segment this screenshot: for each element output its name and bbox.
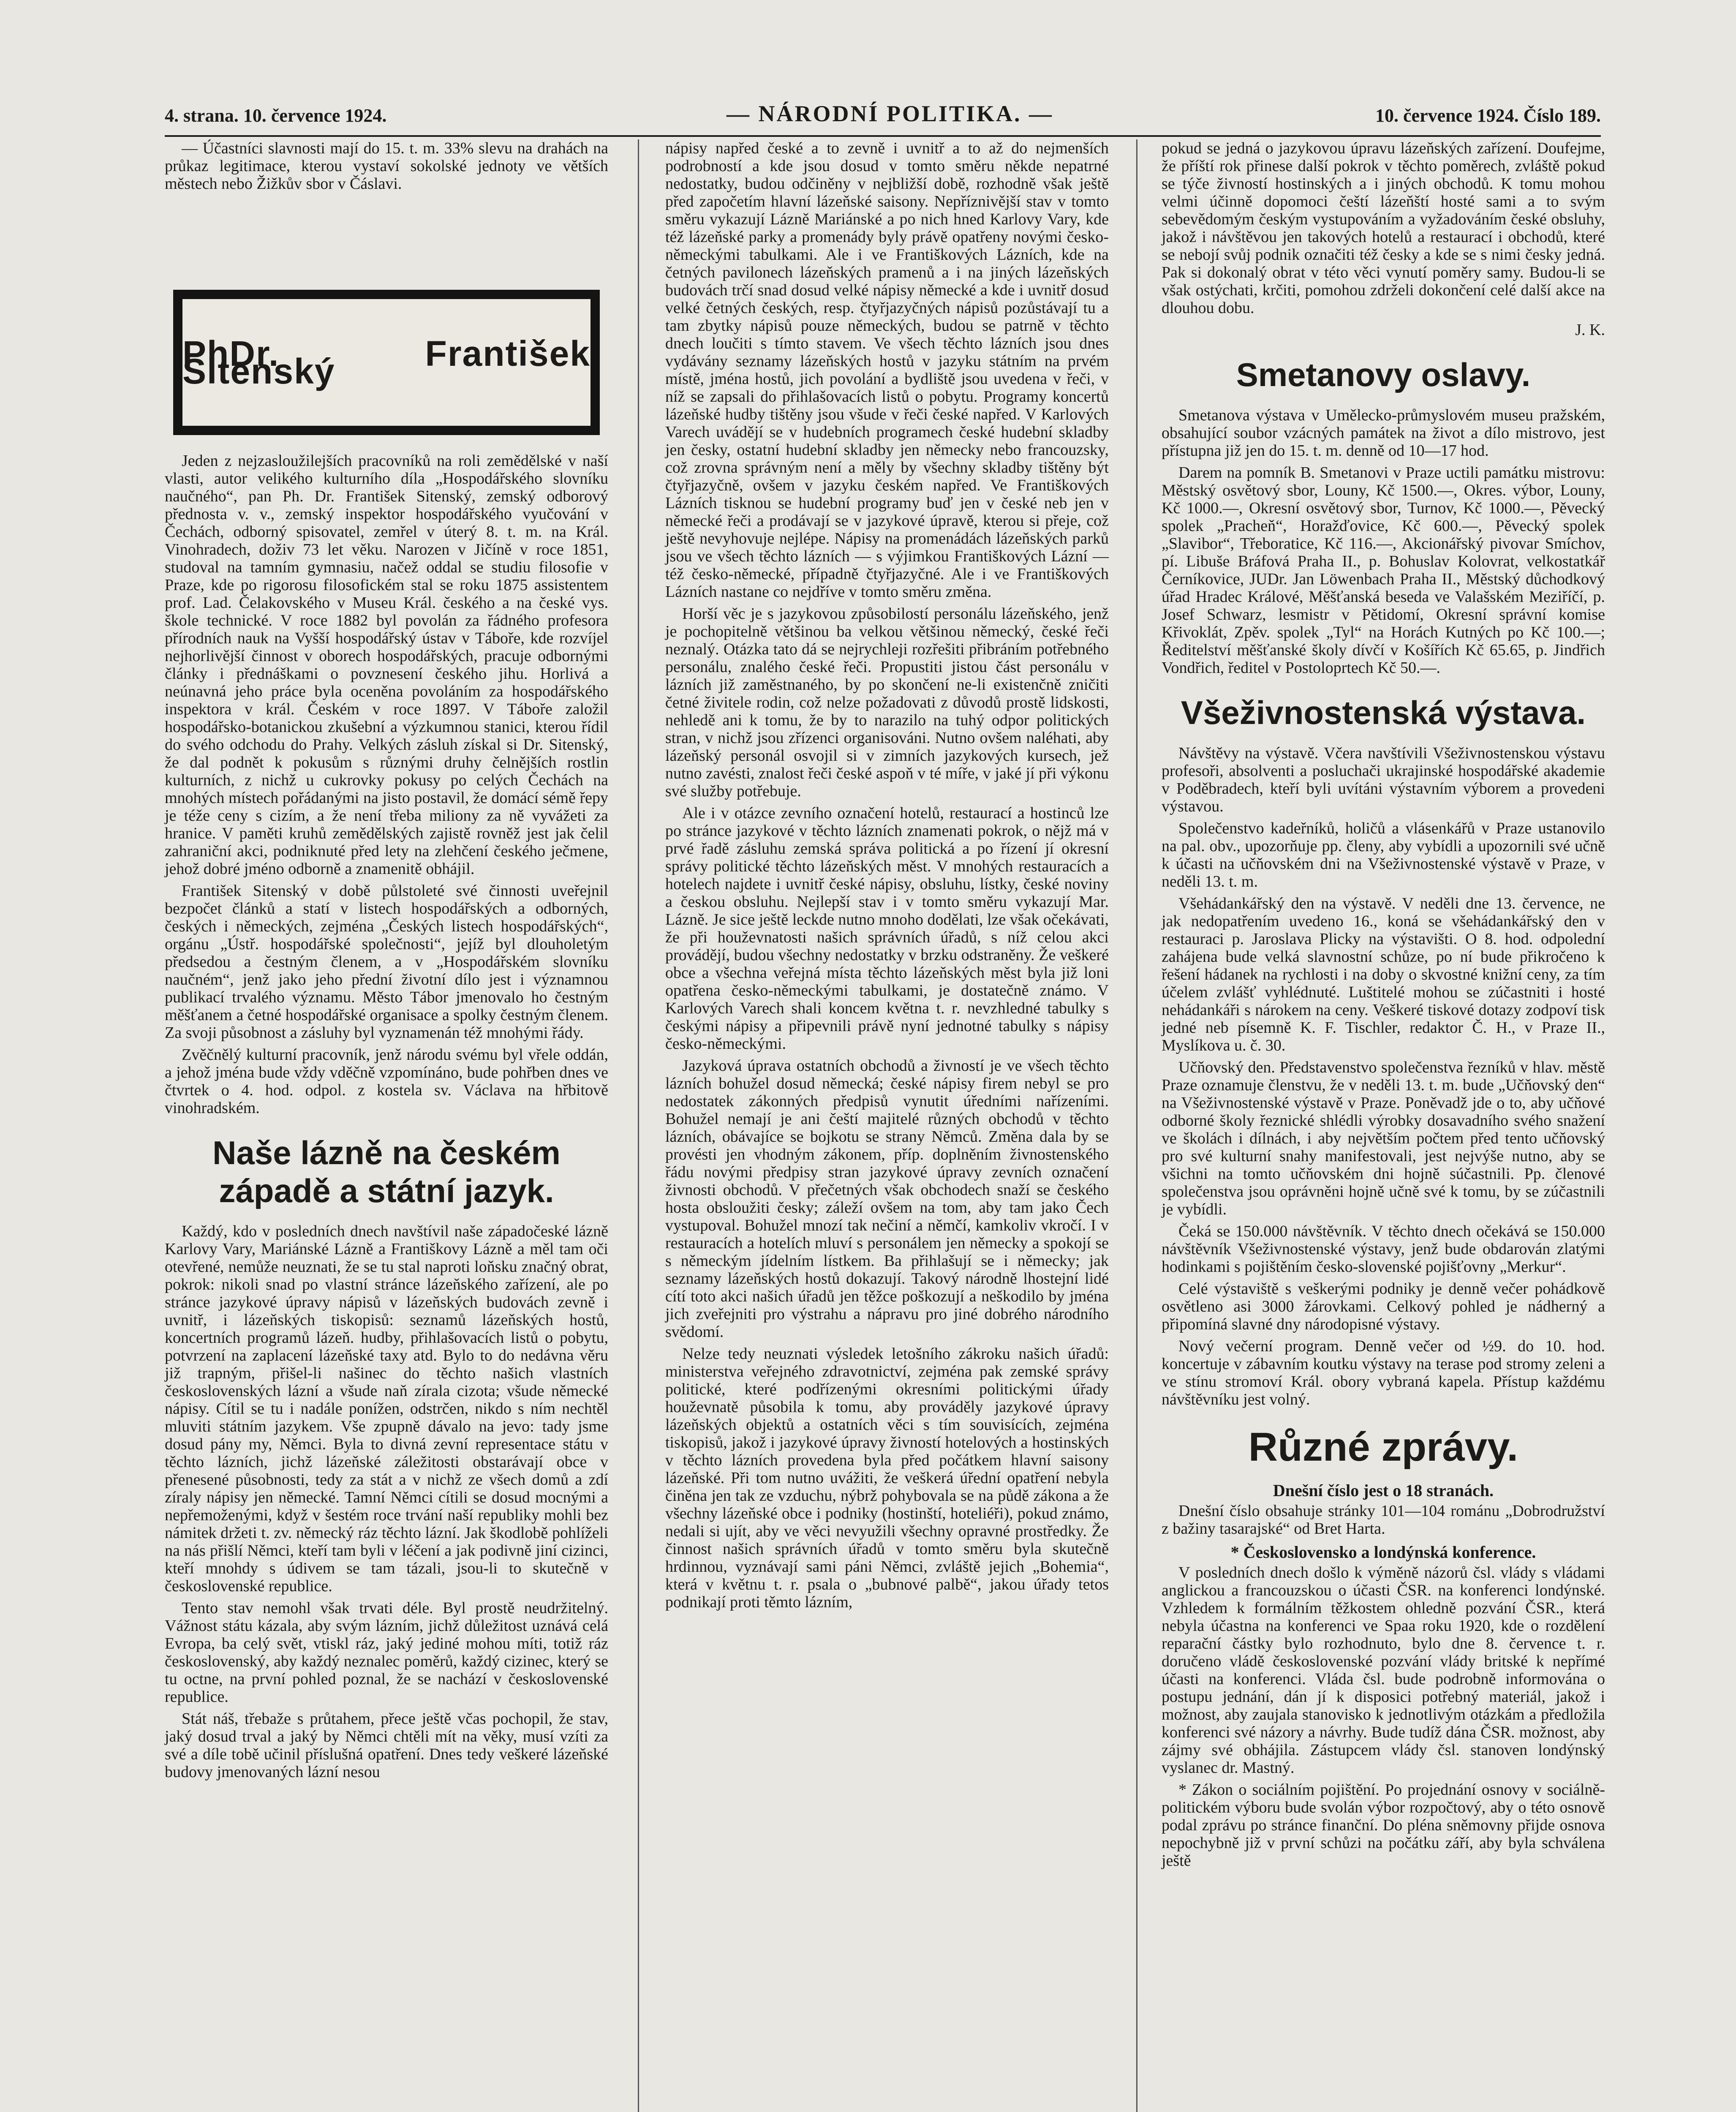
column-separator <box>638 139 639 2112</box>
page-header <box>165 96 1601 130</box>
section-headline: Všeživnostenská výstava. <box>1181 694 1586 731</box>
article-paragraph: Horší věc je s jazykovou způsobilostí personálu lázeňského, jenž je pochopitelně většinou ba velkou většinou německý, české řeči neznalý. Otázka tato dá se nejrychleji rozřešiti přibráním potřebného personálu, znalého české řeči. Propustiti jistou část personálu v lázních již zaměstnaného, by po skončení ne-li existenčně zničiti četné živitele rodin, což nelze požadovati z důvodů prostě lidskosti, nehledě ani k tomu, že by to narazilo na tuhý odpor politických stran, v nichž jsou zřízenci organisováni. Nutno ovšem naléhati, aby lázeňský personál osvojil si v zimních jazykových kursech, jež nutno zavésti, znalost řeči české aspoň v té míře, v jaké jí při výkonu své služby potřebuje. <box>665 605 1109 800</box>
obituary-name: PhDr. František Sitenský <box>182 334 590 391</box>
news-item: Čeká se 150.000 návštěvník. V těchto dnech očekává se 150.000 návštěvník Všeživnostenské výstavy, jenž bude obdarován zlatými hodinkami s pojištěním česko-slovenské pojišťovny „Merkur“. <box>1162 1222 1605 1276</box>
header-rule <box>165 135 1601 137</box>
notice-paragraph: — Účastníci slavnosti mají do 15. t. m. 33% slevu na drahách na průkaz legitimace, kterou vystaví sokolské jednoty ve větších městech nebo Žižkův sbor v Čáslavi. <box>165 139 608 193</box>
article-paragraph: Tento stav nemohl však trvati déle. Byl prostě neudržitelný. Vážnost státu kázala, aby svým lázním, jichž důležitost uznává celá Evropa, ba celý svět, vtiskl ráz, jaký jediné mohou míti, totiž ráz československý, aby každý neznalec poměrů, každý cizinec, který se tu octne, na první pohled poznal, že se nachází v československé republice. <box>165 1599 608 1706</box>
article-paragraph: Nelze tedy neuznati výsledek letošního zákroku našich úřadů: ministerstva veřejného zdravotnictví, zejména pak zemské správy politické, které podřízenými okresními politickými úřady houževnatě působila k tomu, aby prováděly jazykové úpravy lázeňských objektů a ostatních věci s tím souvisících, zejména tiskopisů, jakož i jazykové úpravy živností hotelových a hostinských v těchto lázních provedena byla před počátkem hlavní saisony lázeňské. Při tom nutno uvážiti, že veškerá úřední opatření nebyla činěna jen tak ze vzduchu, nýbrž pohybovala se na půdě zákona a že všechny lázeňské obce i podniky (hostinští, hoteliéři), pokud známo, nedali si ujít, aby ve věci nevyužili všechny opravné prostředky. Že činnost našich správních úřadů v tomto směru byla skutečně hrdinnou, vyznávají sami páni Němci, zvláště jejich „Bohemia“, která v květnu t. r. psala o „bubnové palbě“, jakou úřady tetos podnikají proti těmto lázním, <box>665 1345 1109 1611</box>
news-item: Učňovský den. Představenstvo společenstva řezníků v hlav. městě Praze oznamuje členstvu, že v neděli 13. t. m. bude „Učňovský den“ na Všeživnostenské výstavě v Praze. Poněvadž jde o to, aby učňové odborné školy řeznické shlédli výrobky dosavadního svého snažení ve školách i dílnách, i aby největším počtem před tento učňovský pro své kulturní snahy manifestovali, jest nejvýše nutno, aby se všichni na tomto učňovském dni hojně súčastnili. Pp. členové společenstva jsou oprávněni hojně učně své k tomu, by se zúčastnili je vybídli. <box>1162 1059 1605 1218</box>
article-paragraph: Stát náš, třebaže s průtahem, přece ještě včas pochopil, že stav, jaký dosud trval a jaký by Němci chtěli mít na věky, musí vzíti za své a díle tobě učinil příslušná opatření. Dnes tedy veškeré lázeňské budovy jmenovaných lázní nesou <box>165 1710 608 1781</box>
article-paragraph: Ale i v otázce zevního označení hotelů, restaurací a hostinců lze po stránce jazykové v těchto lázních znamenati pokrok, o nějž má v prvé řadě zásluhu zemská správa politická a po řízení jí okresní správy politické těchto lázeňských měst. V mnohých restauracích a hotelech najdete i uvnitř české nápisy, obsluhu, lístky, české noviny a českou obsluhu. Nejlepší stav i v tomto směru vykazují Mar. Lázně. Je sice ještě leckde nutno mnoho dodělati, lze však očekávati, že při houževnatosti našich správních úřadů, s níž celou akci provádějí, budou všechny nedostatky v brzku odstraněny. Že veškeré obce a všechna veřejná místa těchto lázeňských měst byla již loni opatřena česko-německými tabulkami, je dostatečně známo. V Karlových Varech shali koncem května t. r. nevzhledné tabulky s českými nápisy a připevnili právě nyní jednotné tabulky s nápisy česko-německými. <box>665 804 1109 1053</box>
news-item: Smetanova výstava v Umělecko-průmyslovém museu pražském, obsahující soubor vzácných památek na život a dílo mistrovo, jest přístupna již jen do 15. t. m. denně od 10—17 hod. <box>1162 406 1605 460</box>
news-item-title: * Československo a londýnská konference. <box>1230 1543 1536 1562</box>
header-left: 4. strana. 10. července 1924. <box>165 105 387 126</box>
masthead: — NÁRODNÍ POLITIKA. — <box>727 101 1054 126</box>
article-paragraph: pokud se jedná o jazykovou úpravu lázeňských zařízení. Doufejme, že příští rok přinese další pokrok v těchto poměrech, zvláště pokud se týče živností hostinských a i jiných obchodů. K tomu mohou velmi účinně dopomoci čeští lázeňští hosté sami a to svým sebevědomým českým vystupováním a vyžadováním české obsluhy, jakož i návštěvou jen takových hotelů a restaurací i obchodů, které se nebojí svůj podnik označiti též česky a kde se s nimi česky jedná. Pak si dokonalý obrat v této věci vynutí poměry samy. Budou-li se však ostýchati, krčiti, pomohou zdrželi dokončení celé další akce na dlouhou dobu. <box>1162 139 1605 317</box>
obituary-frame <box>173 290 600 435</box>
article-headline: Naše lázně na českém západě a státní jazyk. <box>212 1134 561 1209</box>
author-signature: J. K. <box>1575 321 1605 339</box>
column-1 <box>165 139 608 1785</box>
section-headline: Smetanovy oslavy. <box>1236 356 1531 393</box>
news-item: * Zákon o sociálním pojištění. Po projednání osnovy v sociálně-politickém výboru bude svolán výbor rozpočtový, aby o této osnově podal zprávu po stránce finanční. Do pléna sněmovny přijde osnova nepochybně již v první schůzi na počátku září, aby byla schválena ještě <box>1162 1781 1605 1870</box>
news-item: Celé výstaviště s veškerými podniky je denně večer pohádkově osvětleno asi 3000 žárovkami. Celkový pohled je nádherný a připomíná slavné dny národopisné výstavy. <box>1162 1280 1605 1333</box>
section-subhead: Dnešní číslo jest o 18 stranách. <box>1273 1481 1494 1500</box>
obituary-paragraph: Zvěčnělý kulturní pracovník, jenž národu svému byl vřele oddán, a jehož jména bude vždy vděčně vzpomínáno, bude pohřben dnes ve čtvrtek o 4. hod. odpol. z kostela sv. Václava na hřbitově vinohradském. <box>165 1046 608 1117</box>
news-item: Všehádankářský den na výstavě. V neděli dne 13. července, ne jak nedopatřením uvedeno 16., koná se všehádankářský den v restauraci p. Jaroslava Plicky na výstavišti. O 8. hod. odpolední zahájena bude velká slavnostní schůze, po ní bude přikročeno k řešení hádanek na rychlosti i na doby o skvostné knižní ceny, za tím účelem zvlášť vyhlédnuté. Luštitelé mohou se zúčastniti i hosté nehádankáři s nárokem na ceny. Veškeré tiskové dotazy zodpoví tisk jedné neb písemně K. F. Tischler, redaktor Č. H., v Praze II., Myslíkova u. č. 30. <box>1162 895 1605 1054</box>
article-paragraph: Jazyková úprava ostatních obchodů a živností je ve všech těchto lázních bohužel dosud německá; české nápisy firem nebyl se pro nedostatek zákonných předpisů vynutit úředními nařízeními. Bohužel nemají je ani čeští majitelé různých obchodů v těchto lázních, obávajíce se bojkotu se strany Němců. Změna dala by se provésti jen vhodným zákonem, příp. doplněním živnostenského řádu novými předpisy stran jazykové úpravy zevních označení živnosti obchodů. V přečetných však obchodech snaží se českého hosta obsloužiti česky; záleží ovšem na tom, aby tam jako Čech vystupoval. Bohužel mnozí tak nečiní a němčí, kamkoliv vkročí. I v restauracích a hotelích mluví s personálem jen německy a spokojí se s německým jídelním lístkem. Ba přihlašují se i německy; jak seznamy lázeňských hostů dokazují. Takový národně lhostejní lidé cítí toto akci našich úřadů jen těžce poškozují a neškodilo by jména jich zveřejniti pro výstrahu a nápravu pro jiné dobrého národního svědomí. <box>665 1057 1109 1341</box>
column-2 <box>665 139 1109 1615</box>
article-paragraph: nápisy napřed české a to zevně i uvnitř a to až do nejmenších podrobností a kde jsou dosud v tomto směru někde nepatrné nedostatky, budou odčiněny v nejbližší době, rozhodně však ještě před započetím hlavní lázeňské saisony. Nepříznivější stav v tomto směru vykazují Lázně Mariánské a po nich hned Karlovy Vary, kde též lázeňské parky a promenády byly právě opatřeny novými česko-německými tabulkami. Ale i ve Františkových Lázních, kde na četných pavilonech lázeňských pramenů a i na jiných lázeňských budovách trčí snad dosud velké nápisy německé a kde i uvnitř dosud velké četných českých, resp. čtyřjazyčných nápisů pozůstávají tu a tam zbytky nápisů pouze německých, budou se patrně v těchto dnech loučiti s tímto stavem. Ve všech těchto lázních jsou dnes vydávány seznamy lázeňských hostů v jazyku státním na prvém místě, jména hostů, jich povolání a bydliště jsou uvedena v řeči, v níž se zapsali do přihlašovacích listů o pobytu. Programy koncertů lázeňské hudby tištěny jsou všude v řeči české napřed. V Karlových Varech uvádějí se v hudebních programech české hudební skladby jen česky, ostatní hudební skladby jen německy nebo francouzsky, což zrovna správným není a měly by všechny skladby tištěny být čtyřjazyčně, ovšem v jazyku českém napřed. Ve Františkových Lázních tisknou se hudební programy buď jen v české neb jen v německé řeči a prodávají se v jazykové úpravě, kterou si přeje, což ještě nevyhovuje nejlépe. Nápisy na promenádách lázeňských parků jsou ve všech těchto lázních — s výjimkou Františkových Lázní — též česko-německé, případně čtyřjazyčné. Ale i ve Františkových Lázních nastane co nejdříve v tomto směru změna. <box>665 139 1109 601</box>
news-item: Nový večerní program. Denně večer od ½9. do 10. hod. koncertuje v zábavním koutku výstavy na terase pod stromy zeleni a ve stínu stromoví Král. obory vybraná kapela. Přístup každému návštěvníku jest volný. <box>1162 1337 1605 1408</box>
news-item: Návštěvy na výstavě. Včera navštívili Všeživnostenskou výstavu profesoři, absolventi a posluchači ukrajinské hospodářské akademie v Poděbradech, kteří byli uvítáni výstavním výborem a provedeni výstavou. <box>1162 744 1605 815</box>
column-3 <box>1162 139 1605 1874</box>
section-headline: Různé zprávy. <box>1248 1424 1518 1470</box>
obituary-paragraph: František Sitenský v době půlstoleté své činnosti uveřejnil bezpočet článků a statí v listech hospodářských a odborných, českých i německých, zejména „Českých listech hospodářských“, orgánu „Ústř. hospodářské společnosti“, jejíž byl dlouholetým předsedou a čestným členem, a v „Hospodářském slovníku naučném“, jenž jako jeho přední životní dílo jest i významnou publikací trvalého významu. Město Tábor jmenovalo ho čestným měšťanem a četné hospodářské organisace a spolky čestným členem. Za svoji působnost a zásluhy byl vyznamenán též mnohými řády. <box>165 882 608 1042</box>
news-item: Společenstvo kadeřníků, holičů a vlásenkářů v Praze ustanovilo na pal. obv., upozorňuje pp. členy, aby vybídli a upozornili své učně k účasti na učňovském dni na Všeživnostenské výstavě v Praze, v neděli 13. t. m. <box>1162 819 1605 890</box>
obituary-paragraph: Jeden z nejzasloužilejších pracovníků na roli zemědělské v naší vlasti, autor velikého kulturního díla „Hospodářského slovníku naučného“, pan Ph. Dr. František Sitenský, zemský odborový přednosta v. v., zemský inspektor hospodářského vyučování v Čechách, odborný spisovatel, zemřel v úterý 8. t. m. na Král. Vinohradech, doživ 73 let věku. Narozen v Jičíně v roce 1851, studoval na tamním gymnasiu, načež oddal se studiu filosofie v Praze, kde po rigorosu filosofickém stal se roku 1875 assistentem prof. Lad. Čelakovského v Museu Král. českého a na české vys. škole technické. V roce 1882 byl povolán za řádného profesora přírodních nauk na Vyšší hospodářský ústav v Táboře, kde rozvíjel nejhorlivější činnost v oborech hospodářských, pracuje odbornými články i přednáškami o povznesení českého jihu. Horlivá a neúnavná jeho práce byla oceněna povoláním za hospodářského inspektora v král. Českém v roce 1897. V Táboře založil hospodářsko-botanickou zkušební a výzkumnou stanici, kterou řídil do svého odchodu do Prahy. Velkých zásluh získal si Dr. Sitenský, že dal podnět k pokusům s různými druhy čelnějších rostlin kulturních, z nichž u cukrovky pokusy po celých Čechách na mnohých místech pořádanými na jisto postavil, že domácí sémě řepy je téže ceny s cizím, a že není třeba miliony za ně vyvážeti za hranice. V paměti kruhů zemědělských zajistě rovněž jest jak čelil zahraniční akci, podniknuté před lety na zlehčení českého ječmene, jehož dobré jméno odborně a znamenitě obhájil. <box>165 452 608 878</box>
news-item: Dnešní číslo obsahuje stránky 101—104 románu „Dobrodružství z bažiny tasarajské“ od Bret Harta. <box>1162 1502 1605 1538</box>
header-right: 10. července 1924. Číslo 189. <box>1375 105 1601 126</box>
column-separator <box>1136 139 1137 2112</box>
news-item: Darem na pomník B. Smetanovi v Praze uctili památku mistrovu: Městský osvětový sbor, Louny, Kč 1500.—, Okres. výbor, Louny, Kč 1000.—, Okresní osvětový sbor, Turnov, Kč 1000.—, Pěvecký spolek „Pracheň“, Horažďovice, Kč 600.—, Pěvecký spolek „Slavibor“, Třeboratice, Kč 116.—, Akcionářský pivovar Smíchov, pí. Libuše Bráfová Praha II., p. Bohuslav Kolovrat, velkostatkář Černíkovice, JUDr. Jan Löwenbach Praha II., Městský důchodkový úřad Hradec Králové, Měšťanská beseda ve Valašském Meziříčí, p. Josef Schwarz, lesmistr v Pětidomí, Okresní správní komise Křivoklát, Zpěv. spolek „Tyl“ na Horách Kutných po Kč 100.—; Ředitelství měšťanské školy dívčí v Košířích Kč 65.65, p. Jindřich Vondřich, ředitel v Postoloprtech Kč 50.—. <box>1162 464 1605 677</box>
article-paragraph: Každý, kdo v posledních dnech navštívil naše západočeské lázně Karlovy Vary, Mariánské Lázně a Františkovy Lázně a měl tam oči otevřené, nemůže neuznati, že se tu stal naproti loňsku značný obrat, pokrok: nikoli snad po vlastní stránce lázeňského zařízení, ale po stránce jazykové úpravy nápisů v lázeňských budovách zevně i uvnitř, i lázeňských tiskopisů: seznamů lázeňských hostů, koncertních programů lázeň. hudby, přihlašovacích listů o pobytu, potvrzení na zaplacení lázeňské taxy atd. Bylo to do nedávna věru již trapným, přišel-li našinec do těchto našich vlastních československých lázní a všude naň zírala cizota; všude německé nápisy. Cítil se tu i nadále ponížen, odstrčen, nikdo s ním nechtěl mluviti státním jazykem. Vše zpupně dávalo na jevo: tady jsme dosud pány my, Němci. Byla to divná zevní representace státu v těchto lázních, jichž lázeňské záležitosti obstarávají obce v přenesené působnosti, tedy za stát a v nichž ze všech domů a zdí zíraly nápisy jen německé. Tamní Němci cítili se dosud mocnými a nepřemoženými, když v šestém roce trvání naší republiky mohli bez námitek držeti t. zv. německý ráz těchto lázní. Jak škodlobě pohlíželi na nás přišlí Němci, kteří tam byli v léčení a jak podivně jiní cizinci, kteří mnohdy s údivem se tam tázali, jsou-li to skutečně v československé republice. <box>165 1222 608 1595</box>
news-item: V posledních dnech došlo k výměně názorů čsl. vlády s vládami anglickou a francouzskou o účasti ČSR. na konferenci londýnské. Vzhledem k formálním těžkostem ohledně pozvání ČSR., která nebyla účastna na konferenci ve Spaa roku 1920, kde o rozdělení reparační částky bylo rozhodnuto, bylo dne 8. července t. r. doručeno vládě československé pozvání vlády britské k nepřímé účasti na konferenci. Vláda čsl. bude podrobně informována o postupu jednání, dán jí k disposici potřebný materiál, jakož i možnost, aby zaujala stanovisko k jednotlivým otázkám a předložila konferenci své názory a návrhy. Bude tudíž dána ČSR. možnost, aby zájmy své obhájila. Zástupcem vlády čsl. stanoven londýnský vyslanec dr. Mastný. <box>1162 1564 1605 1777</box>
